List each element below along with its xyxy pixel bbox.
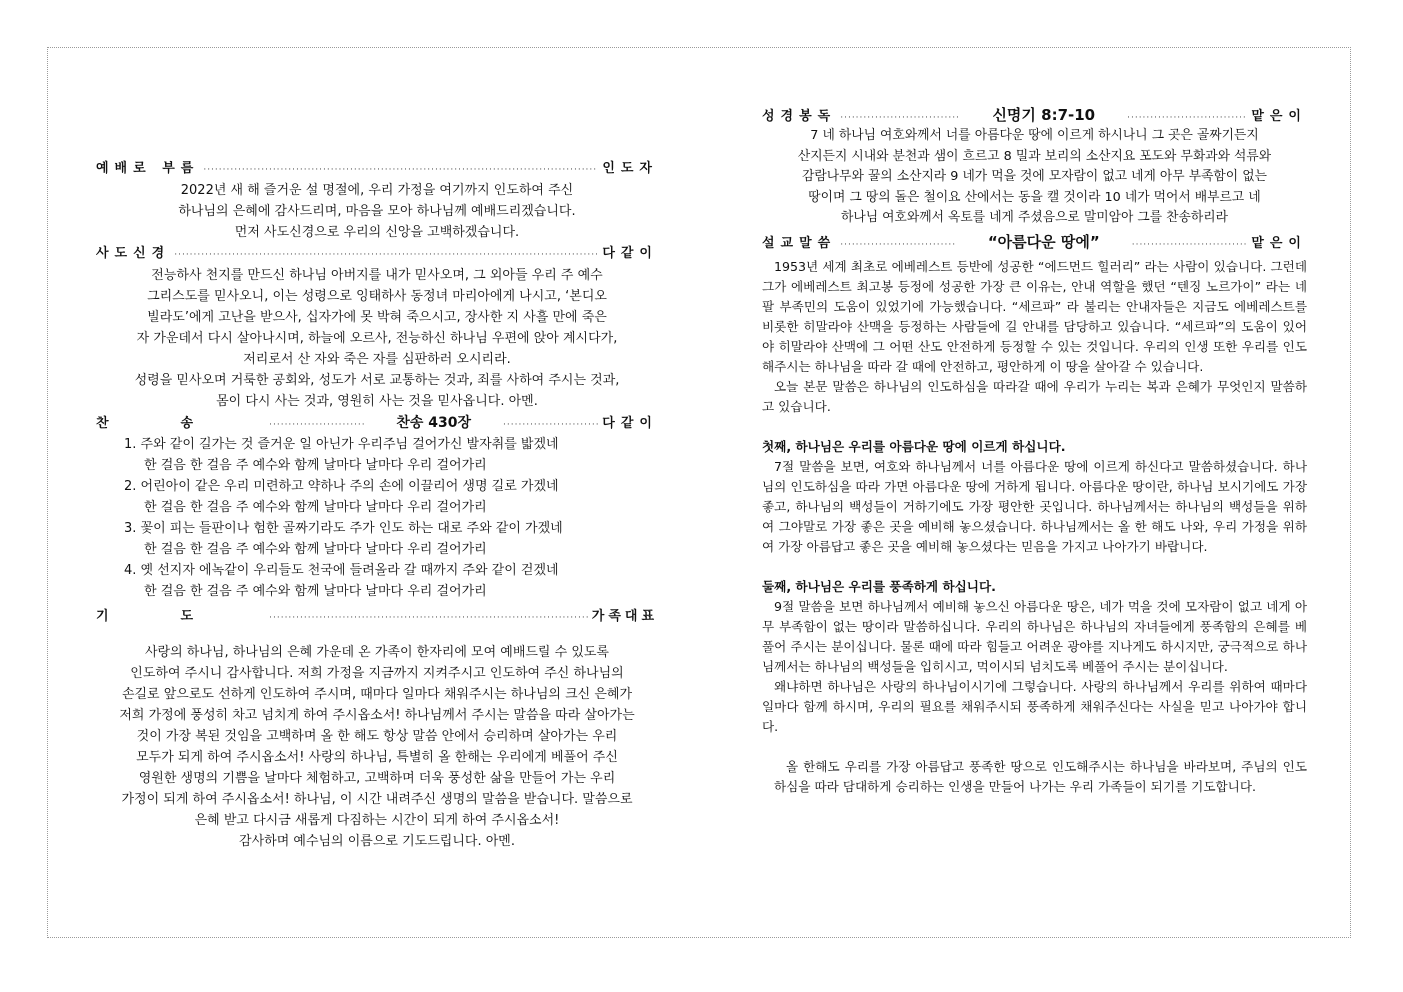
text-line: 저리로서 산 자와 죽은 자를 심판하러 오시리라. xyxy=(243,352,511,367)
text-line: 인도하여 주시니 감사합니다. 저희 가정을 지금까지 지켜주시고 인도하여 주신 하나님의 xyxy=(130,666,624,681)
paragraph: 왜냐하면 하나님은 사랑의 하나님이시기에 그렇습니다. 사랑의 하나님께서 우리를 위하여 때마다 일마다 함께 하시며, 우리의 필요를 채워주시되 풍족하게 채워주신다는 사실을 믿고 나아가야 합니다. xyxy=(762,678,1307,734)
section-label: 예배로 부름 xyxy=(96,161,200,176)
text-line: 영원한 생명의 기쁨을 날마다 체험하고, 고백하며 더욱 풍성한 삶을 만들어 가는 우리 xyxy=(138,771,616,786)
section-leader: 맡은이 xyxy=(1251,109,1307,124)
leader-dots xyxy=(269,607,588,629)
text-line: 2022년 새 해 즐거운 설 명절에, 우리 가정을 여기까지 인도하여 주신 xyxy=(180,183,574,198)
hymn-verse: 1. 주와 같이 길가는 것 즐거운 일 아닌가 우리주님 걸어가신 발자취를 밟겠네 xyxy=(124,437,559,452)
leader-dots xyxy=(503,414,598,436)
point2-title: 둘째, 하나님은 우리를 풍족하게 하십니다. xyxy=(762,578,996,594)
section-leader: 맡은이 xyxy=(1251,235,1307,251)
text-line: 산지든지 시내와 분천과 샘이 흐르고 8 밀과 보리의 소산지요 포도와 무화과와 석류와 xyxy=(797,148,1272,164)
section-label: 사도신경 xyxy=(96,246,171,261)
hymn-verse: 4. 옛 선지자 에녹같이 우리들도 천국에 들려올라 갈 때까지 주와 같이 걷겠네 xyxy=(124,563,559,578)
scripture-header xyxy=(762,104,1307,126)
hymn-refrain: 한 걸음 한 걸음 주 예수와 함께 날마다 날마다 우리 걸어가리 xyxy=(144,542,487,557)
text-line: 성령을 믿사오며 거룩한 공회와, 성도가 서로 교통하는 것과, 죄를 사하여 주시는 것과, xyxy=(134,373,620,388)
hymn-refrain: 한 걸음 한 걸음 주 예수와 함께 날마다 날마다 우리 걸어가리 xyxy=(144,584,487,599)
text-line: 먼저 사도신경으로 우리의 신앙을 고백하겠습니다. xyxy=(234,225,520,240)
creed-header xyxy=(96,243,658,265)
section-leader: 가족대표 xyxy=(591,609,658,624)
sermon-intro xyxy=(762,257,1307,417)
paragraph: 오늘 본문 말씀은 하나님의 인도하심을 따라갈 때에 우리가 누리는 복과 은혜가 무엇인지 말씀하고 있습니다. xyxy=(762,378,1307,414)
section-label: 설교말씀 xyxy=(762,235,837,251)
creed-text xyxy=(96,265,658,412)
text-line: 하나님 여호와께서 옥토를 네게 주셨음으로 말미암아 그를 찬송하리라 xyxy=(841,210,1228,225)
text-line: 감사하며 예수님의 이름으로 기도드립니다. 아멘. xyxy=(239,834,515,849)
paragraph: 1953년 세계 최초로 에베레스트 등반에 성공한 “에드먼드 힐러리” 라는 사람이 있습니다. 그런데 그가 에베레스트 최고봉 등정에 성공한 가장 큰 이유는, 안내 역할을 했던 “텐징 노르가이” 라는 네팔 부족민의 도움이 있었기에 가능했습니다. “세르파” 라 불리는 안내자들은 지금도 에베레스트를 비롯한 히말라야 산맥을 등정하는 사람들에 길 안내를 담당하고 있습니다. “세르파”의 도움이 있어야 히말라야 산맥에 그 어떤 산도 안전하게 등정할 수 있는 것입니다. 우리의 인생 또한 우리를 인도해주시는 하나님을 따라 갈 때에 안전하고, 평안하게 이 땅을 살아갈 수 있습니다. xyxy=(762,258,1307,374)
point1-body xyxy=(762,457,1307,557)
text-line: 하나님의 은혜에 감사드리며, 마음을 모아 하나님께 예배드리겠습니다. xyxy=(178,204,576,219)
section-label: 기도 xyxy=(96,609,266,624)
text-line: 모두가 되게 하여 주시옵소서! 사랑의 하나님, 특별히 올 한해는 우리에게 베풀어 주신 xyxy=(136,750,618,765)
text-line: 가정이 되게 하여 주시옵소서! 하나님, 이 시간 내려주신 생명의 말씀을 받습니다. 말씀으로 xyxy=(121,792,633,807)
call-to-worship-header xyxy=(96,158,658,180)
paragraph: 9절 말씀을 보면 하나님께서 예비해 놓으신 아름다운 땅은, 네가 먹을 것에 모자람이 없고 네게 아무 부족함이 없는 땅이라 말씀하십니다. 우리의 하나님은 하나님의 자녀들에게 풍족함의 은혜를 베풀어 주시는 분이십니다. 물론 때에 따라 힘들고 어려운 광야를 지나게도 하시지만, 궁극적으로 하나님께서는 하나님의 백성들을 입히시고, 먹이시되 넘치도록 베풀어 주시는 분이십니다. xyxy=(762,598,1307,674)
section-leader: 다같이 xyxy=(602,416,658,431)
hymn-refrain: 한 걸음 한 걸음 주 예수와 함께 날마다 날마다 우리 걸어가리 xyxy=(144,458,487,473)
hymn-title: 찬송 430장 xyxy=(396,415,472,431)
prayer-header xyxy=(96,606,658,628)
section-leader: 인도자 xyxy=(602,161,658,176)
text-line: 감람나무와 꿀의 소산지라 9 네가 먹을 것에 모자람이 없고 네게 아무 부족함이 없는 xyxy=(802,169,1267,184)
leader-dots xyxy=(203,159,598,181)
leader-dots xyxy=(269,414,364,436)
scripture-title: 신명기 8:7-10 xyxy=(992,106,1096,124)
text-line: 저희 가정에 풍성히 차고 넘치게 하여 주시옵소서! 하나님께서 주시는 말씀을 따라 살아가는 xyxy=(119,708,635,723)
text-line: 7 네 하나님 여호와께서 너를 아름다운 땅에 이르게 하시나니 그 곳은 골짜기든지 xyxy=(810,128,1259,143)
section-leader: 다같이 xyxy=(602,246,658,261)
paragraph: 올 한해도 우리를 가장 아름답고 풍족한 땅으로 인도해주시는 하나님을 바라보며, 주님의 인도하심을 따라 담대하게 승리하는 인생을 만들어 나가는 우리 가족들이 되기를 기도합니다. xyxy=(774,758,1307,794)
text-line: 은혜 받고 다시금 새롭게 다짐하는 시간이 되게 하여 주시옵소서! xyxy=(194,813,560,828)
text-line: 손길로 앞으로도 선하게 인도하여 주시며, 때마다 일마다 채워주시는 하나님의 크신 은혜가 xyxy=(121,687,633,702)
hymn-header xyxy=(96,412,658,434)
call-to-worship-text xyxy=(96,180,658,243)
text-line: 몸이 다시 사는 것과, 영원히 사는 것을 믿사옵니다. 아멘. xyxy=(216,394,538,409)
leader-dots xyxy=(1132,234,1248,256)
point1-title: 첫째, 하나님은 우리를 아름다운 땅에 이르게 하십니다. xyxy=(762,438,1066,454)
paragraph: 7절 말씀을 보면, 여호와 하나님께서 너를 아름다운 땅에 이르게 하신다고 말씀하셨습니다. 하나님의 인도하심을 따라 가면 아름다운 땅에 거하게 됩니다. 아름다운 땅이란, 하나님 보시기에도 가장 좋고, 하나님의 백성들이 거하기에도 가장 평안한 곳입니다. 하나님께서는 하나님의 백성들을 위하여 그야말로 가장 좋은 곳을 예비해 놓으셨습니다. 하나님께서는 올 한 해도 나와, 우리 가정을 위하여 가장 아름답고 좋은 곳을 예비해 놓으셨다는 믿음을 가지고 나아가기 바랍니다. xyxy=(762,458,1307,554)
sermon-title: “아름다운 땅에” xyxy=(987,232,1100,251)
text-line: 그리스도를 믿사오니, 이는 성령으로 잉태하사 동정녀 마리아에게 나시고, ‘본디오 xyxy=(147,289,607,304)
text-line: 빌라도’에게 고난을 받으사, 십자가에 못 박혀 죽으시고, 장사한 지 사흘 만에 죽은 xyxy=(147,310,607,325)
hymn-lyrics xyxy=(96,434,658,602)
sermon-closing xyxy=(762,757,1307,797)
leader-dots xyxy=(840,234,956,256)
leader-dots xyxy=(174,244,598,266)
hymn-refrain: 한 걸음 한 걸음 주 예수와 함께 날마다 날마다 우리 걸어가리 xyxy=(144,500,487,515)
scripture-text xyxy=(762,126,1307,229)
prayer-text xyxy=(96,642,658,852)
hymn-verse: 3. 꽃이 피는 들판이나 험한 골짜기라도 주가 인도 하는 대로 주와 같이 가겠네 xyxy=(124,521,563,536)
left-column xyxy=(96,158,658,852)
text-line: 것이 가장 복된 것임을 고백하며 올 한 해도 항상 말씀 안에서 승리하며 살아가는 우리 xyxy=(136,729,618,744)
point2-body xyxy=(762,597,1307,737)
text-line: 전능하사 천지를 만드신 하나님 아버지를 내가 믿사오며, 그 외아들 우리 주 예수 xyxy=(151,268,603,283)
right-column xyxy=(762,104,1307,797)
text-line: 땅이며 그 땅의 돌은 철이요 산에서는 동을 캘 것이라 10 네가 먹어서 배부르고 네 xyxy=(808,189,1261,205)
section-label: 성경봉독 xyxy=(762,109,837,124)
hymn-verse: 2. 어린아이 같은 우리 미련하고 약하나 주의 손에 이끌리어 생명 길로 가겠네 xyxy=(124,479,559,494)
text-line: 자 가운데서 다시 살아나시며, 하늘에 오르사, 전능하신 하나님 우편에 앉아 계시다가, xyxy=(136,331,618,346)
sermon-header xyxy=(762,231,1307,253)
text-line: 사랑의 하나님, 하나님의 은혜 가운데 온 가족이 한자리에 모여 예배드릴 수 있도록 xyxy=(144,645,609,660)
section-label: 찬송 xyxy=(96,416,266,431)
